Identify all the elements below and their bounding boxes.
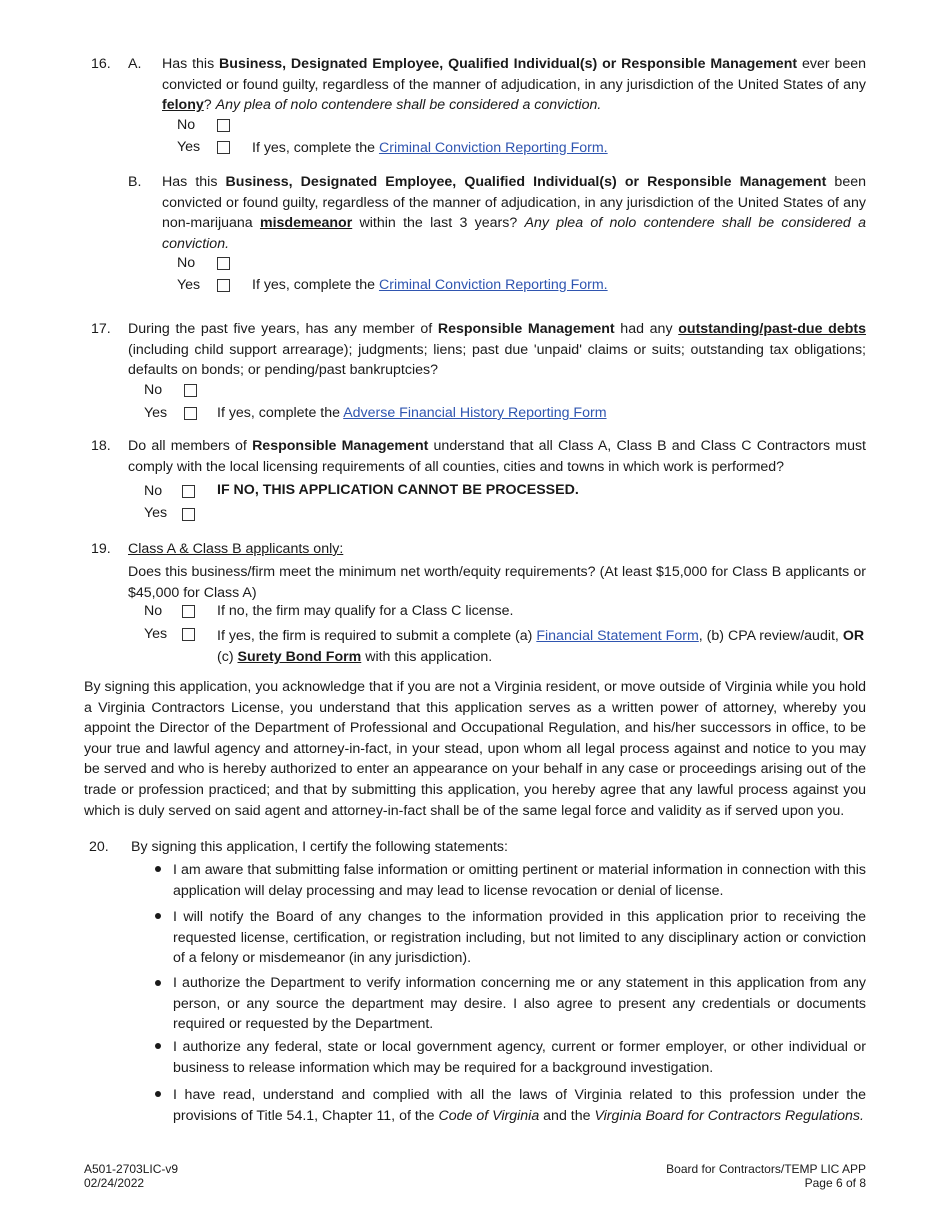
- q18-question: Do all members of Responsible Management understand that all Class A, Class B and Class C Contractors must comply with the local licensing requirements of all counties, cities and towns in which work is performed?: [128, 438, 866, 475]
- footer-form-id: A501-2703LIC-v9: [84, 1162, 179, 1176]
- q16a-yes-label: Yes: [177, 139, 201, 155]
- q16b-question: Has this Business, Designated Employee, Qualified Individual(s) or Responsible Management been convicted or found guilty, regardless of the manner of adjudication, in any jurisdiction of the United States of any non-marijuana misdemeanor within the last 3 years? Any plea of nolo contendere shall be considered a conviction.: [162, 174, 866, 252]
- q19-yes-instruction: If yes, the firm is required to submit a complete (a) Financial Statement Form, (b) CPA review/audit, OR (c) Surety Bond Form with this application.: [217, 628, 865, 665]
- q18-number: 18.: [91, 438, 111, 454]
- q19-question: Does this business/firm meet the minimum net worth/equity requirements? (At least $15,000 for Class B applicants or $45,000 for Class A): [128, 564, 866, 601]
- bullet-icon: [155, 913, 161, 919]
- q16b-yes-label: Yes: [177, 277, 201, 293]
- q17-yes-checkbox[interactable]: [184, 407, 197, 420]
- q19-yes-checkbox[interactable]: [182, 628, 195, 641]
- footer-date: 02/24/2022: [84, 1176, 145, 1190]
- footer-page-number: Page 6 of 8: [804, 1176, 866, 1190]
- q17-yes-label: Yes: [144, 405, 168, 421]
- certification-statement: I am aware that submitting false information or omitting pertinent or material information in connection with this application will delay processing and may lead to license revocation or denial of license.: [173, 862, 866, 899]
- bullet-icon: [155, 866, 161, 872]
- q19-no-instruction: If no, the firm may qualify for a Class C license.: [217, 603, 514, 619]
- q19-yes-label: Yes: [144, 626, 168, 642]
- q17-yes-instruction: If yes, complete the Adverse Financial History Reporting Form: [217, 405, 607, 421]
- q19-no-checkbox[interactable]: [182, 605, 195, 618]
- financial-statement-form-link[interactable]: Financial Statement Form: [536, 628, 699, 644]
- power-of-attorney-paragraph: By signing this application, you acknowledge that if you are not a Virginia resident, or move outside of Virginia while you hold a Virginia Contractors License, you understand that this application serves as a written power of attorney, whereby you appoint the Director of the Department of Professional and Occupational Regulation, and his/her successors in office, to be your true and lawful agency and attorney-in-fact, in your stead, upon whom all legal process against and notice to you may be served and who is hereby authorized to enter an appearance on your behalf in any case or proceedings arising out of the trade or profession practiced; and that by submitting this application, you hereby agree that any lawful process against you which is duly served on said agent and attorney-in-fact shall be of the same legal force and validity as if served upon you.: [84, 679, 866, 819]
- q16b-yes-instruction: If yes, complete the Criminal Conviction Reporting Form.: [252, 277, 608, 293]
- q16b-letter: B.: [128, 174, 142, 190]
- q16b-no-checkbox[interactable]: [217, 257, 230, 270]
- q16a-letter: A.: [128, 56, 142, 72]
- q19-number: 19.: [91, 541, 111, 557]
- certification-statement-laws: I have read, understand and complied with all the laws of Virginia related to this profession under the provisions of Title 54.1, Chapter 11, of the Code of Virginia and the Virginia Board for Contractors Regulations.: [173, 1087, 866, 1124]
- certification-statement: I will notify the Board of any changes to the information provided in this application prior to receiving the requested license, certification, or registration including, but not limited to any disciplinary action or conviction of a felony or misdemeanor (in any jurisdiction).: [173, 909, 866, 967]
- q18-yes-checkbox[interactable]: [182, 508, 195, 521]
- q16a-yes-instruction: If yes, complete the Criminal Conviction Reporting Form.: [252, 140, 608, 156]
- q16-number: 16.: [91, 56, 111, 72]
- adverse-financial-form-link[interactable]: Adverse Financial History Reporting Form: [343, 405, 607, 421]
- q16b-no-label: No: [177, 255, 196, 271]
- q18-yes-label: Yes: [144, 505, 168, 521]
- q16a-question: Has this Business, Designated Employee, Qualified Individual(s) or Responsible Management ever been convicted or found guilty, regardless of the manner of adjudication, in any jurisdiction of the United States of any felony? Any plea of nolo contendere shall be considered a conviction.: [162, 56, 866, 114]
- bullet-icon: [155, 1043, 161, 1049]
- criminal-conviction-form-link[interactable]: Criminal Conviction Reporting Form.: [378, 140, 608, 156]
- q17-number: 17.: [91, 321, 111, 337]
- q18-no-label: No: [144, 483, 163, 499]
- q20-number: 20.: [89, 839, 109, 855]
- q16a-yes-checkbox[interactable]: [217, 141, 230, 154]
- certification-statement: I authorize any federal, state or local government agency, current or former employer, or other individual or business to release information which may be required for a background investigation.: [173, 1039, 866, 1076]
- bullet-icon: [155, 1091, 161, 1097]
- q19-no-label: No: [144, 603, 163, 619]
- bullet-icon: [155, 980, 161, 986]
- q16a-no-label: No: [177, 117, 196, 133]
- q17-no-checkbox[interactable]: [184, 384, 197, 397]
- q20-intro: By signing this application, I certify the following statements:: [131, 839, 508, 855]
- certification-statement: I authorize the Department to verify information concerning me or any statement in this application from any person, or any source the department may desire. I also agree to present any credentials or documents required or requested by the Department.: [173, 975, 866, 1033]
- q19-heading: Class A & Class B applicants only:: [128, 541, 344, 557]
- q18-no-warning: IF NO, THIS APPLICATION CANNOT BE PROCESSED.: [217, 482, 579, 498]
- q17-question: During the past five years, has any member of Responsible Management had any outstanding/past-due debts (including child support arrearage); judgments; liens; past due 'unpaid' claims or suits; outstanding tax obligations; defaults on bonds; or pending/past bankruptcies?: [128, 321, 866, 379]
- q16a-no-checkbox[interactable]: [217, 119, 230, 132]
- q16b-yes-checkbox[interactable]: [217, 279, 230, 292]
- q18-no-checkbox[interactable]: [182, 485, 195, 498]
- criminal-conviction-form-link[interactable]: Criminal Conviction Reporting Form.: [378, 277, 608, 293]
- q17-no-label: No: [144, 382, 163, 398]
- footer-board: Board for Contractors/TEMP LIC APP: [666, 1162, 866, 1176]
